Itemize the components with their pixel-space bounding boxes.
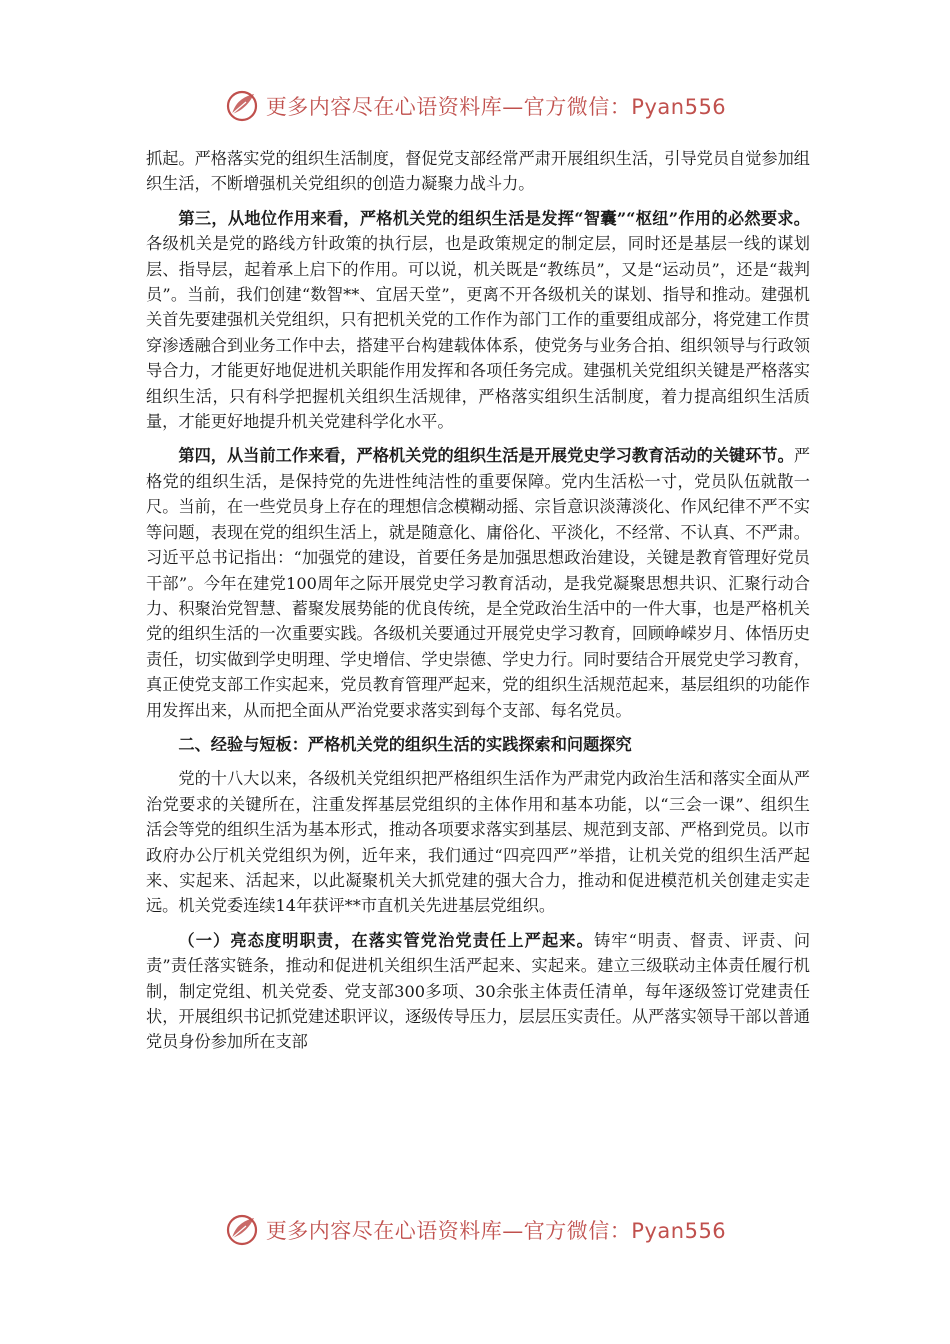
footer-banner (0, 1208, 950, 1252)
document-body (146, 146, 810, 1055)
banner-text: 更多内容尽在心语资料库—官方微信：Pyan556 (265, 1219, 727, 1243)
leaf-logo-icon (224, 88, 260, 124)
section-heading: 二、经验与短板：严格机关党的组织生活的实践探索和问题探究 (178, 734, 632, 754)
banner-text: 更多内容尽在心语资料库—官方微信：Pyan556 (265, 95, 727, 119)
paragraph-6: （一）亮态度明职责，在落实管党治党责任上严起来。铸牢“明责、督责、评责、问责”责任落实链条，推动和促进机关组织生活严起来、实起来。建立三级联动主体责任履行机制，制定党组、机关党委、党支部300多项、30余张主体责任清单，每年逐级签订党建责任状，开展组织书记抓党建述职评议，逐级传导压力，层层压实责任。从严落实领导干部以普通党员身份参加所在支部 (146, 930, 811, 1052)
paragraph-1: 抓起。严格落实党的组织生活制度，督促党支部经常严肃开展组织生活，引导党员自觉参加组织生活，不断增强机关党组织的创造力凝聚力战斗力。 (146, 149, 810, 194)
header-banner (0, 84, 950, 128)
paragraph-2: 第三，从地位作用来看，严格机关党的组织生活是发挥“智囊”“枢纽”作用的必然要求。各级机关是党的路线方针政策的执行层，也是政策规定的制定层，同时还是基层一线的谋划层、指导层，起着承上启下的作用。可以说，机关既是“教练员”，又是“运动员”，还是“裁判员”。当前，我们创建“数智**、宜居天堂”，更离不开各级机关的谋划、指导和推动。建强机关首先要建强机关党组织，只有把机关党的工作作为部门工作的重要组成部分，将党建工作贯穿渗透融合到业务工作中去，搭建平台构建载体体系，使党务与业务合拍、组织领导与行政领导合力，才能更好地促进机关职能作用发挥和各项任务完成。建强机关党组织关键是严格落实组织生活，只有科学把握机关组织生活规律，严格落实组织生活制度，着力提高组织生活质量，才能更好地提升机关党建科学化水平。 (146, 208, 810, 432)
paragraph-5: 党的十八大以来，各级机关党组织把严格组织生活作为严肃党内政治生活和落实全面从严治党要求的关键所在，注重发挥基层党组织的主体作用和基本功能，以“三会一课”、组织生活会等党的组织生活为基本形式，推动各项要求落实到基层、规范到支部、严格到党员。以市政府办公厅机关党组织为例，近年来，我们通过“四亮四严”举措，让机关党的组织生活严起来、实起来、活起来，以此凝聚机关大抓党建的强大合力，推动和促进模范机关创建走实走远。机关党委连续14年获评**市直机关先进基层党组织。 (146, 769, 810, 916)
paragraph-3: 第四，从当前工作来看，严格机关党的组织生活是开展党史学习教育活动的关键环节。严格党的组织生活，是保持党的先进性纯洁性的重要保障。党内生活松一寸，党员队伍就散一尺。当前，在一些党员身上存在的理想信念模糊动摇、宗旨意识淡薄淡化、作风纪律不严不实等问题，表现在党的组织生活上，就是随意化、庸俗化、平淡化，不经常、不认真、不严肃。习近平总书记指出：“加强党的建设，首要任务是加强思想政治建设，关键是教育管理好党员干部”。今年在建党100周年之际开展党史学习教育活动，是我党凝聚思想共识、汇聚行动合力、积聚治党智慧、蓄聚发展势能的优良传统，是全党政治生活中的一件大事，也是严格机关党的组织生活的一次重要实践。各级机关要通过开展党史学习教育，回顾峥嵘岁月、体悟历史责任，切实做到学史明理、学史增信、学史崇德、学史力行。同时要结合开展党史学习教育，真正使党支部工作实起来，党员教育管理严起来，党的组织生活规范起来，基层组织的功能作用发挥出来，从而把全面从严治党要求落实到每个支部、每名党员。 (146, 446, 810, 720)
leaf-logo-icon (224, 1212, 260, 1248)
